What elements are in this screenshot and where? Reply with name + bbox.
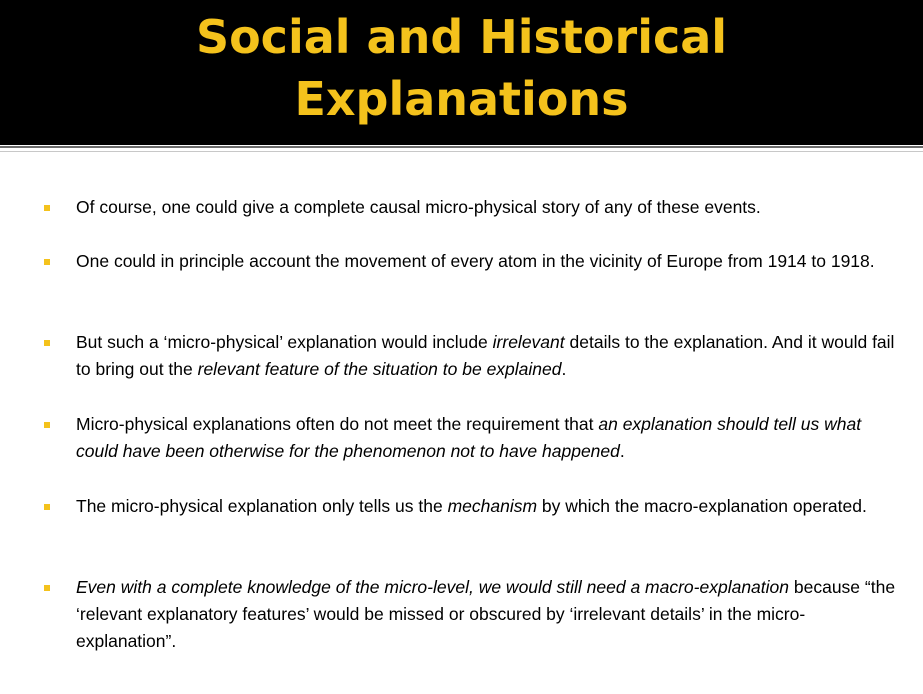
bullet-text-segment: Micro-physical explanations often do not meet the requirement that <box>76 414 599 434</box>
bullet-text-segment: by which the macro-explanation operated. <box>537 496 867 516</box>
bullet-text <box>76 574 896 655</box>
bullet-text-segment: . <box>619 441 625 461</box>
bullet-text <box>76 248 896 275</box>
slide-title <box>0 6 923 130</box>
bullet-text-italic-segment: relevant feature of the situation to be explained <box>197 359 562 379</box>
bullet-text <box>76 493 896 520</box>
bullet-text <box>76 411 896 465</box>
bullet-square-icon <box>44 504 50 510</box>
title-band <box>0 0 923 145</box>
bullet-text-segment: because “the ‘relevant explanatory features’ would be missed or obscured by ‘irrelevant details’ in the micro-explanation”. <box>76 577 896 651</box>
header-divider <box>0 146 923 148</box>
slide-title-line-2: Explanations <box>294 72 629 126</box>
bullet-text-italic-segment: an explanation should tell us what could have been otherwise for the phenomenon not to have happened <box>76 414 862 461</box>
slide-title-line-1: Social and Historical <box>195 10 728 64</box>
bullet-text-segment: . <box>561 359 567 379</box>
bullet-text-segment: Of course, one could give a complete causal micro-physical story of any of these events. <box>76 197 761 217</box>
bullet-square-icon <box>44 259 50 265</box>
bullet-text-italic-segment: mechanism <box>447 496 538 516</box>
bullet-text-italic-segment: irrelevant <box>492 332 565 352</box>
bullet-text-segment: One could in principle account the movement of every atom in the vicinity of Europe from 1914 to 1918. <box>76 251 875 271</box>
bullet-text-segment: But such a ‘micro-physical’ explanation would include <box>76 332 493 352</box>
bullet-text-italic-segment: Even with a complete knowledge of the micro-level, we would still need a macro-explanation <box>76 577 790 597</box>
bullet-square-icon <box>44 585 50 591</box>
bullet-text-segment: The micro-physical explanation only tells us the <box>76 496 448 516</box>
bullet-text <box>76 194 896 221</box>
bullet-square-icon <box>44 422 50 428</box>
bullet-text <box>76 329 896 383</box>
bullet-text-segment: details to the explanation. And it would fail to bring out the <box>76 332 895 379</box>
bullet-square-icon <box>44 205 50 211</box>
header-divider-thin <box>0 151 923 152</box>
bullet-square-icon <box>44 340 50 346</box>
